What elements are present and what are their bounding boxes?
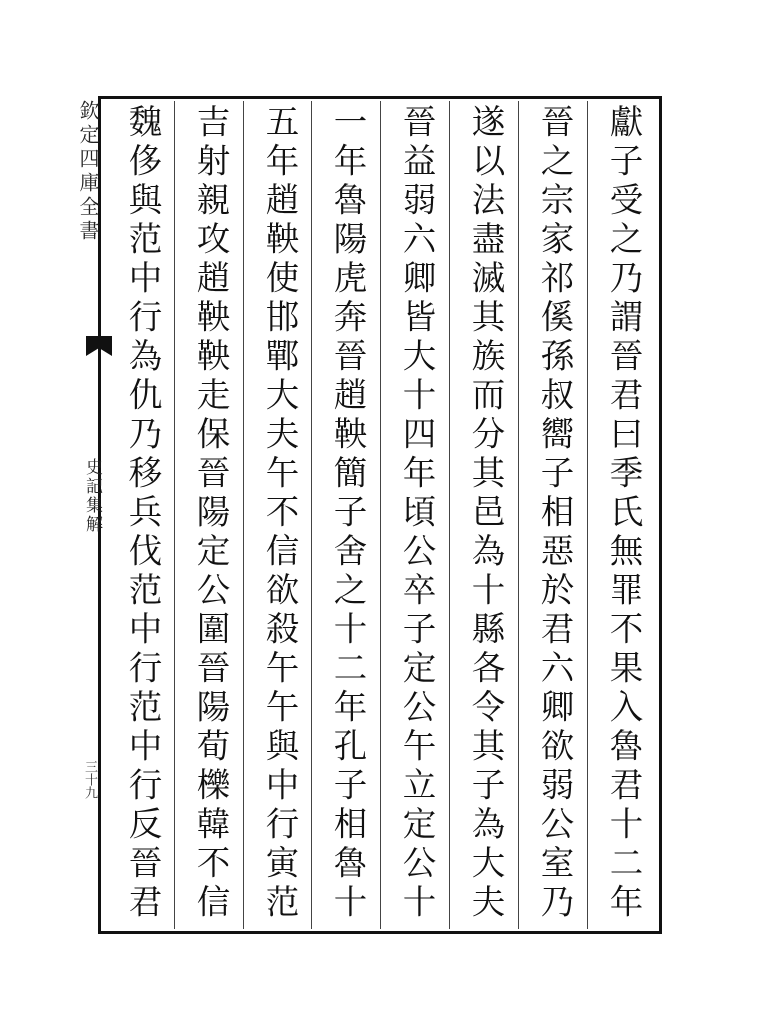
- column-rule: [587, 101, 588, 929]
- column-text: 遂以法盡滅其族而分其邑為十縣各令其子為大夫: [466, 104, 505, 923]
- text-column-6: [249, 104, 309, 926]
- column-rule: [174, 101, 175, 929]
- text-column-2: [524, 104, 584, 926]
- book-title: 史記集解: [82, 458, 102, 534]
- text-column-7: [180, 104, 240, 926]
- column-text: 一年魯陽虎奔晉趙鞅簡子舍之十二年孔子相魯十: [328, 104, 367, 923]
- column-text: 晉益弱六卿皆大十四年頃公卒子定公午立定公十: [397, 104, 436, 923]
- running-head: 欽定四庫全書: [76, 100, 100, 244]
- text-column-4: [386, 104, 446, 926]
- text-column-3: [455, 104, 515, 926]
- text-column-1: [593, 104, 653, 926]
- column-text: 晉之宗家祁傒孫叔嚮子相惡於君六卿欲弱公室乃: [535, 104, 574, 923]
- column-rule: [449, 101, 450, 929]
- column-rule: [518, 101, 519, 929]
- page-number: 三十九: [82, 760, 97, 799]
- column-rule: [243, 101, 244, 929]
- column-rule: [380, 101, 381, 929]
- column-text: 魏侈與范中行為仇乃移兵伐范中行范中行反晉君: [123, 104, 162, 923]
- column-text: 吉射親攻趙鞅鞅走保晉陽定公圍晉陽荀櫟韓不信: [191, 104, 230, 923]
- text-column-8: [112, 104, 172, 926]
- column-text: 獻子受之乃謂晉君曰季氏無罪不果入魯君十二年: [604, 104, 643, 923]
- text-column-5: [317, 104, 377, 926]
- column-text: 五年趙鞅使邯鄲大夫午不信欲殺午午與中行寅范: [260, 104, 299, 923]
- column-rule: [311, 101, 312, 929]
